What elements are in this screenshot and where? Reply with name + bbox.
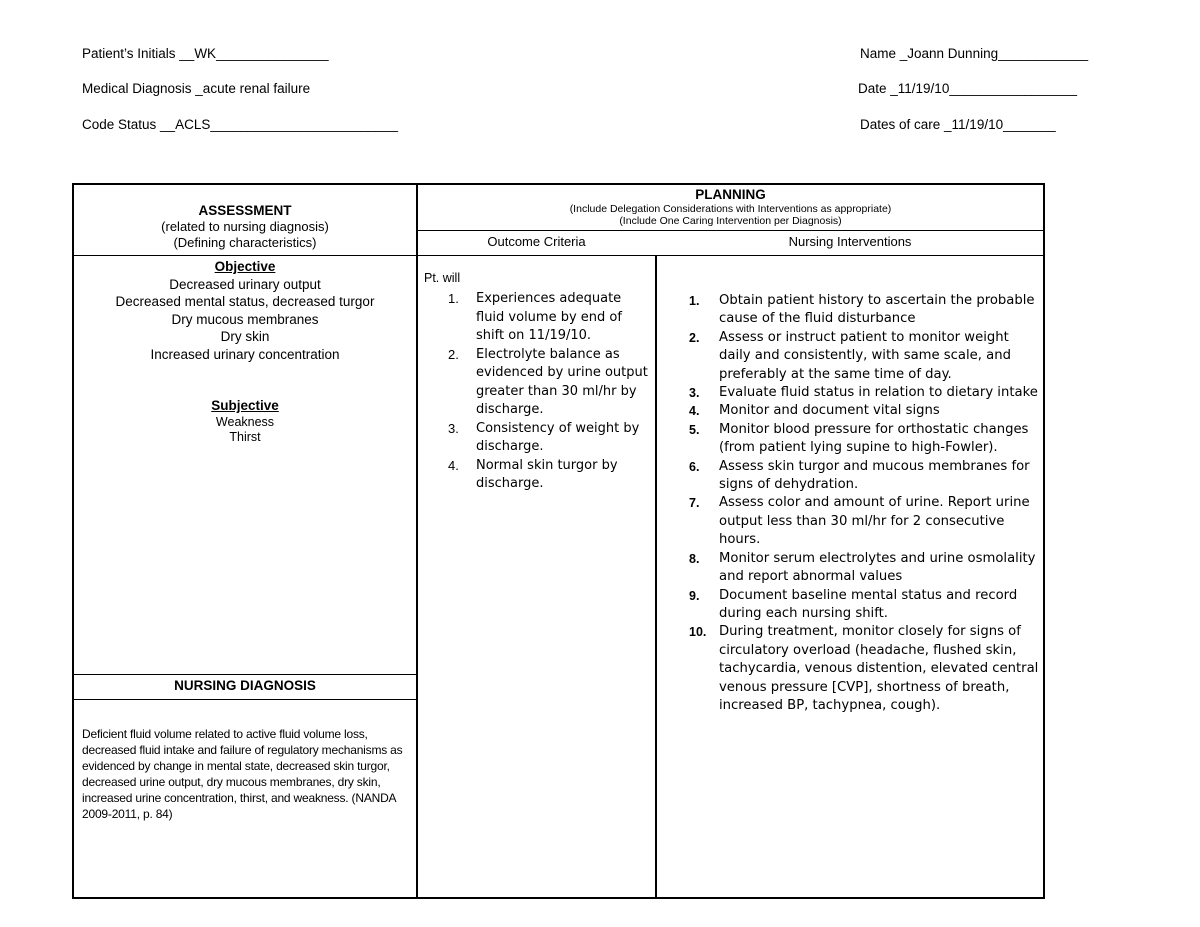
- list-item: [424, 290, 652, 346]
- assessment-subtitle-2: (Defining characteristics): [173, 235, 317, 250]
- outcome-number: 1.: [448, 291, 459, 306]
- list-item: [689, 329, 1039, 384]
- list-item: [689, 550, 1039, 587]
- outcome-text: Consistency of weight by discharge.: [476, 420, 640, 454]
- nurse-name: Name _Joann Dunning____________: [860, 46, 1089, 61]
- list-item: [689, 494, 1039, 549]
- list-item: [689, 623, 1039, 715]
- nursing-interventions-header: Nursing Interventions: [788, 234, 912, 249]
- intervention-text: Monitor and document vital signs: [719, 403, 940, 419]
- outcome-text: Electrolyte balance as evidenced by urine output greater than 30 ml/hr by discharge.: [476, 346, 648, 417]
- nursing-interventions: [689, 292, 1039, 715]
- intervention-text: Obtain patient history to ascertain the probable cause of the fluid disturbance: [719, 293, 1035, 327]
- intervention-text: Assess or instruct patient to monitor weight daily and consistently, with same scale, and preferably at the same time of day.: [719, 329, 1011, 382]
- planning-note-2: (Include One Caring Intervention per Diagnosis): [619, 215, 842, 227]
- subjective-heading: Subjective: [211, 398, 279, 413]
- care-plan-table: [72, 183, 1045, 899]
- objective-item: Dry skin: [220, 329, 270, 344]
- subjective-section: [74, 397, 416, 445]
- list-item: [689, 458, 1039, 495]
- planning-header: [418, 187, 1043, 227]
- assessment-header: [74, 203, 416, 251]
- outcome-divider: [655, 255, 657, 897]
- list-item: [689, 292, 1039, 329]
- subjective-item: Weakness: [215, 414, 275, 429]
- intervention-text: Monitor blood pressure for orthostatic changes (from patient lying supine to high-Fowler).: [719, 421, 1029, 456]
- objective-heading: Objective: [214, 259, 276, 274]
- list-item: [689, 587, 1039, 624]
- nursing-diagnosis-title: NURSING DIAGNOSIS: [174, 678, 316, 693]
- list-item: [689, 421, 1039, 458]
- list-item: [424, 457, 652, 494]
- outcome-number: 2.: [448, 346, 459, 362]
- objective-item: Dry mucous membranes: [171, 311, 319, 327]
- code-status: Code Status __ACLS_________________________: [82, 117, 399, 132]
- list-item: [424, 346, 652, 420]
- medical-diagnosis: Medical Diagnosis _acute renal failure: [82, 81, 311, 96]
- intervention-number: 10.: [689, 625, 707, 640]
- nursing-diagnosis-text: Deficient fluid volume related to active fluid volume loss, decreased fluid intake and failure of regulatory mechanisms as evidenced by change in mental state, decreased skin turgor, decreased urine output, dry mucous membranes, dry skin, increased urine concentration, thirst, and weakness. (NANDA 2009-2011, p. 84): [82, 727, 403, 821]
- objective-item: Increased urinary concentration: [150, 346, 340, 362]
- intervention-number: 8.: [689, 551, 700, 566]
- outcome-text: Normal skin turgor by discharge.: [476, 457, 618, 491]
- intervention-text: Assess skin turgor and mucous membranes for signs of dehydration.: [719, 458, 1030, 493]
- outcome-criteria: [424, 271, 652, 494]
- outcome-intro: Pt. will: [424, 271, 461, 285]
- intervention-list: [689, 292, 1039, 715]
- outcome-number: 4.: [448, 457, 459, 473]
- objective-section: [74, 258, 416, 363]
- intervention-number: 6.: [689, 459, 700, 474]
- diagnosis-header-line: [74, 699, 416, 700]
- intervention-number: 2.: [689, 330, 700, 345]
- assessment-divider: [416, 185, 418, 897]
- assessment-subtitle-1: (related to nursing diagnosis): [161, 219, 329, 234]
- intervention-text: Document baseline mental status and record during each nursing shift.: [719, 587, 1018, 621]
- intervention-text: Monitor serum electrolytes and urine osmolality and report abnormal values: [719, 550, 1036, 585]
- intervention-number: 7.: [689, 496, 700, 511]
- assessment-title: ASSESSMENT: [198, 203, 292, 218]
- outcome-criteria-header: Outcome Criteria: [487, 234, 586, 249]
- objective-item: Decreased mental status, decreased turgor: [115, 294, 375, 309]
- date-field: Date _11/19/10_________________: [858, 81, 1077, 96]
- patient-initials: Patient’s Initials __WK_______________: [82, 46, 329, 61]
- intervention-number: 4.: [689, 404, 700, 419]
- objective-item: Decreased urinary output: [169, 276, 321, 292]
- intervention-number: 9.: [689, 588, 700, 603]
- planning-header-line: [417, 230, 1043, 231]
- intervention-number: 5.: [689, 422, 700, 437]
- outcome-number: 3.: [448, 420, 459, 436]
- intervention-number: 3.: [689, 386, 700, 401]
- planning-title: PLANNING: [695, 187, 766, 202]
- list-item: [689, 384, 1039, 402]
- outcome-list: [424, 290, 652, 494]
- intervention-text: Evaluate fluid status in relation to dietary intake: [719, 385, 1038, 401]
- list-item: [424, 420, 652, 457]
- diagnosis-top-line: [74, 674, 416, 675]
- planning-note-1: (Include Delegation Considerations with Interventions as appropriate): [569, 203, 892, 215]
- dates-of-care: Dates of care _11/19/10_______: [860, 117, 1056, 132]
- subjective-item: Thirst: [229, 429, 261, 444]
- header-bottom-line: [74, 255, 1043, 256]
- intervention-text: During treatment, monitor closely for signs of circulatory overload (headache, flushed skin, tachycardia, venous distention, elevated central venous pressure [CVP], shortness of breath, increased BP, tachypnea, cough).: [719, 624, 1039, 713]
- outcome-text: Experiences adequate fluid volume by end of shift on 11/19/10.: [476, 291, 622, 343]
- list-item: [689, 402, 1039, 420]
- intervention-number: 1.: [689, 294, 700, 308]
- intervention-text: Assess color and amount of urine. Report urine output less than 30 ml/hr for 2 consecutive hours.: [719, 495, 1030, 548]
